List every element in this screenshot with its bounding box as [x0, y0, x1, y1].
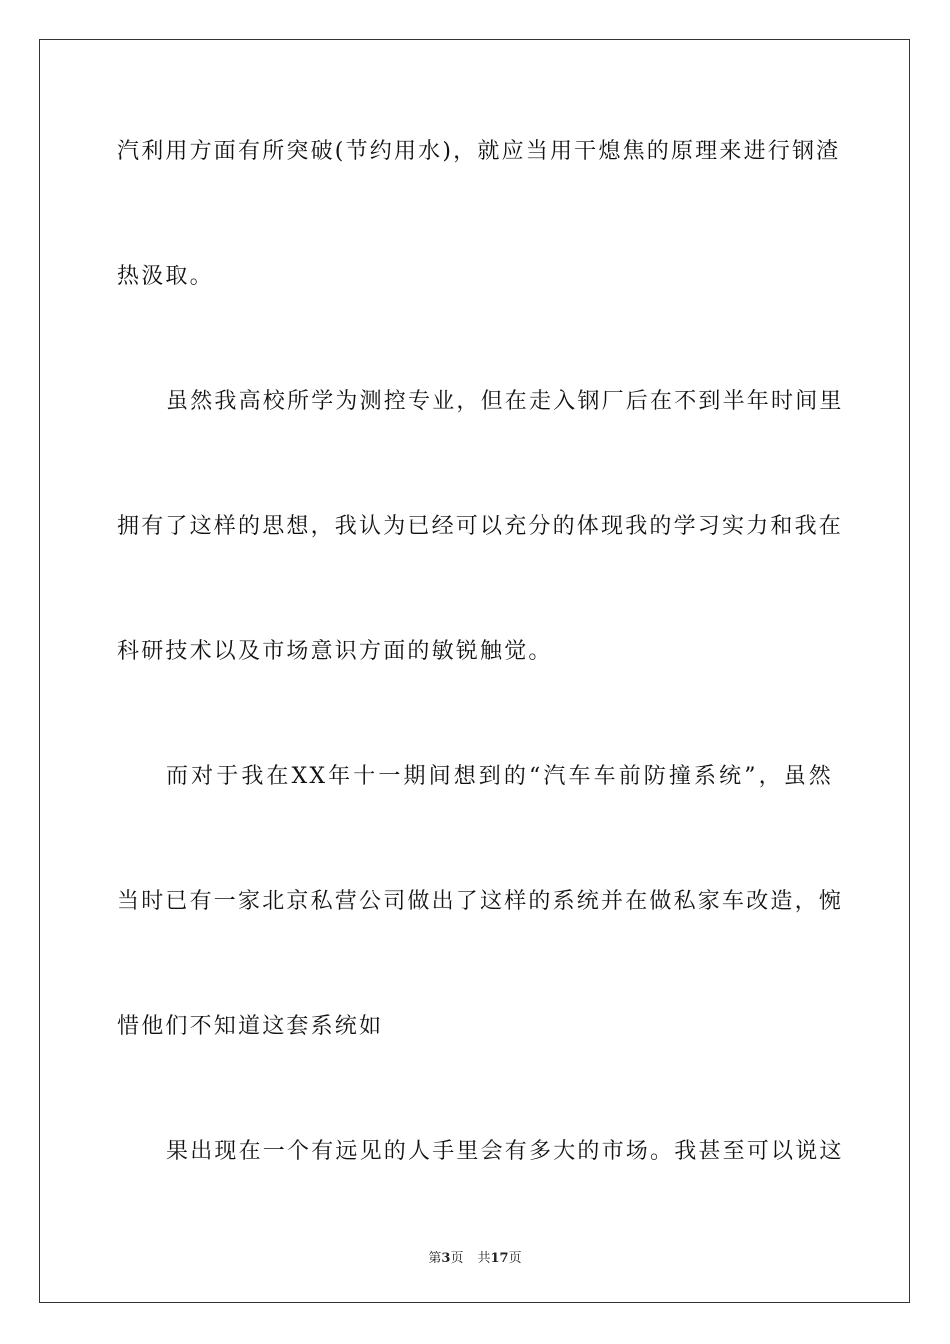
text-line: 汽利用方面有所突破(节约用水)，就应当用干熄焦的原理来进行钢渣	[117, 139, 841, 164]
total-suffix: 页	[508, 1251, 522, 1266]
page-footer	[0, 1247, 950, 1266]
document-body	[117, 130, 844, 1255]
paragraph-start-line: 虽然我高校所学为测控专业，但在走入钢厂后在不到半年时间里	[166, 389, 844, 414]
paragraph-start-line: 果出现在一个有远见的人手里会有多大的市场。我甚至可以说这	[166, 1139, 844, 1164]
text-line: 拥有了这样的思想，我认为已经可以充分的体现我的学习实力和我在	[117, 514, 844, 539]
total-prefix: 共	[477, 1251, 491, 1266]
text-line: 当时已有一家北京私营公司做出了这样的系统并在做私家车改造，惋	[117, 889, 844, 914]
paragraph-start-line: 而对于我在XX年十一期间想到的“汽车车前防撞系统”，虽然	[166, 764, 833, 789]
text-line: 惜他们不知道这套系统如	[117, 1014, 384, 1039]
page-suffix: 页	[450, 1251, 464, 1266]
page-prefix: 第	[428, 1251, 442, 1266]
page-number: 3	[441, 1251, 451, 1266]
total-pages: 17	[490, 1251, 509, 1266]
text-line: 科研技术以及市场意识方面的敏锐触觉。	[117, 639, 553, 664]
text-line: 热汲取。	[117, 264, 214, 289]
